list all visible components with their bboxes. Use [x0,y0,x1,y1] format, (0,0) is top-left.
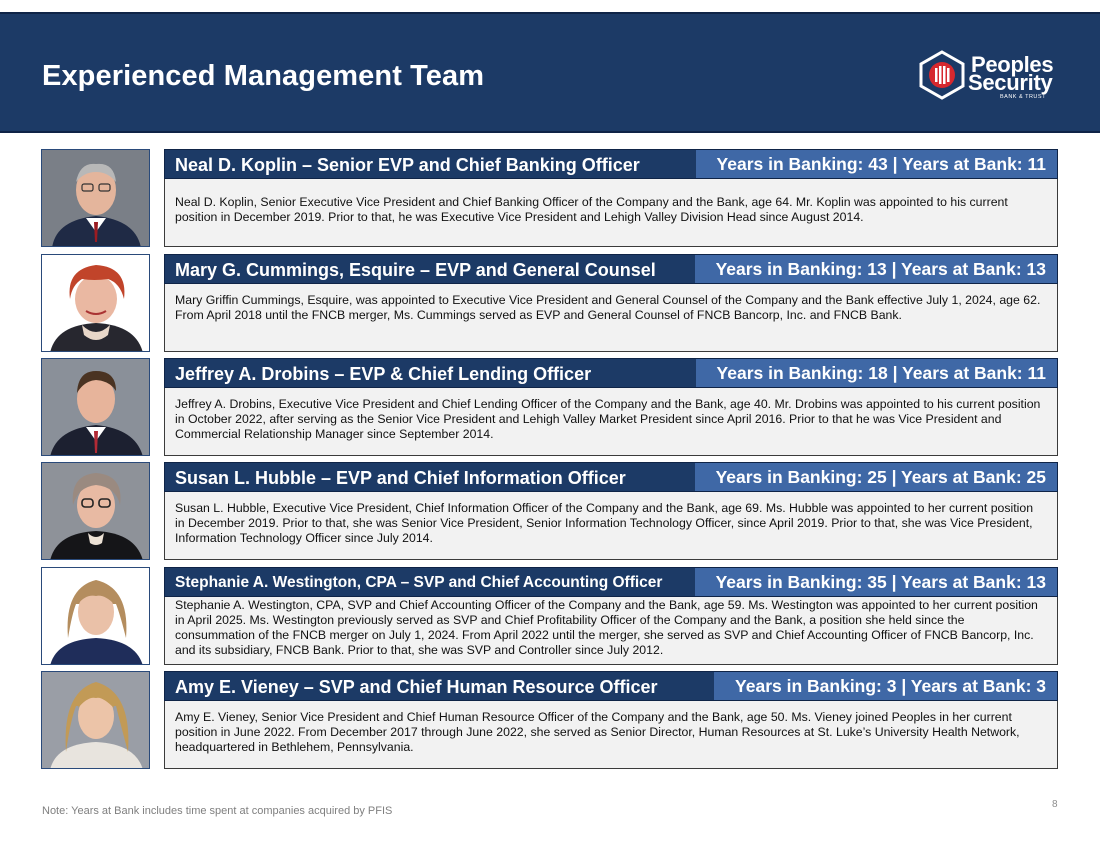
executive-years: Years in Banking: 25 | Years at Bank: 25 [695,463,1057,491]
executive-description: Jeffrey A. Drobins, Executive Vice President and Chief Lending Officer of the Company and the Bank, age 40. Mr. Drobins was appointed to his current position in October 2022, after serving as the Senior Vice President and Lehigh Valley Market President since April 2016. Prior to that he was Vice President and Commercial Relationship Manager since September 2014. [164,388,1058,456]
logo-tagline: BANK & TRUST [1000,94,1046,100]
executive-description: Amy E. Vieney, Senior Vice President and Chief Human Resource Officer of the Company and the Bank, age 50. Ms. Vieney joined Peoples in her current position in June 2022. From December 2017 through June 2022, she served as Senior Director, Human Resources at St. Luke’s University Health Network, headquartered in Bethlehem, Pennsylvania. [164,701,1058,769]
executive-photo [41,358,150,456]
executive-photo [41,567,150,665]
executive-years: Years in Banking: 18 | Years at Bank: 11 [696,359,1057,387]
executive-title-bar [164,567,1058,597]
peoples-security-logo-icon [918,50,966,100]
executive-name-title: Jeffrey A. Drobins – EVP & Chief Lending Officer [175,364,592,384]
logo-wordmark-line2: Security [968,70,1053,95]
executive-description: Susan L. Hubble, Executive Vice President, Chief Information Officer of the Company and the Bank, age 69. Ms. Hubble was appointed to her current position in December 2019. Prior to that, she was Senior Vice President, Senior Information Technology Officer, since April 2019. Prior to that, she was Vice President, Information Technology Officer since July 2014. [164,492,1058,560]
executive-description: Neal D. Koplin, Senior Executive Vice President and Chief Banking Officer of the Company and the Bank, age 64. Mr. Koplin was appointed to his current position in December 2019. Prior to that, he was Executive Vice President and Lehigh Valley Division Head since August 2014. [164,179,1058,247]
executive-name-title: Amy E. Vieney – SVP and Chief Human Resource Officer [175,677,658,697]
slide-title: Experienced Management Team [42,60,485,92]
page-number: 8 [1052,799,1058,810]
slide-header [0,12,1100,133]
logo-wordmark-line1: Peoples [971,52,1054,77]
executive-name-title: Susan L. Hubble – EVP and Chief Information Officer [175,468,626,488]
executive-name-title: Stephanie A. Westington, CPA – SVP and Chief Accounting Officer [175,574,663,591]
company-logo [918,50,1078,100]
executive-years: Years in Banking: 3 | Years at Bank: 3 [714,672,1057,700]
footnote: Note: Years at Bank includes time spent at companies acquired by PFIS [42,805,393,817]
executive-photo [41,462,150,560]
executive-title-bar [164,358,1058,388]
executive-description: Stephanie A. Westington, CPA, SVP and Chief Accounting Officer of the Company and the Bank, age 59. Ms. Westington was appointed to her current position in April 2025. Ms. Westington previously served as SVP and Chief Profitability Officer of the Company and the Bank, a position she held since the consummation of the FNCB merger on July 1, 2024. From April 2022 until the merger, she served as SVP and Chief Accounting Officer of FNCB Bancorp, Inc. and its subsidiary, FNCB Bank. Prior to that, she was SVP and Controller since July 2012. [164,597,1058,665]
executive-years: Years in Banking: 43 | Years at Bank: 11 [696,150,1057,178]
executive-title-bar [164,254,1058,284]
executive-description: Mary Griffin Cummings, Esquire, was appointed to Executive Vice President and General Counsel of the Company and the Bank effective July 1, 2024, age 62. From April 2018 until the FNCB merger, Ms. Cummings served as EVP and General Counsel of FNCB Bancorp, Inc. and FNCB Bank. [164,284,1058,352]
executive-years: Years in Banking: 35 | Years at Bank: 13 [695,568,1057,596]
executive-photo [41,254,150,352]
executive-photo [41,671,150,769]
executive-name-title: Mary G. Cummings, Esquire – EVP and General Counsel [175,260,656,280]
executive-name-title: Neal D. Koplin – Senior EVP and Chief Banking Officer [175,155,640,175]
executive-title-bar [164,149,1058,179]
executive-title-bar [164,462,1058,492]
executive-photo [41,149,150,247]
executive-years: Years in Banking: 13 | Years at Bank: 13 [695,255,1057,283]
executive-title-bar [164,671,1058,701]
